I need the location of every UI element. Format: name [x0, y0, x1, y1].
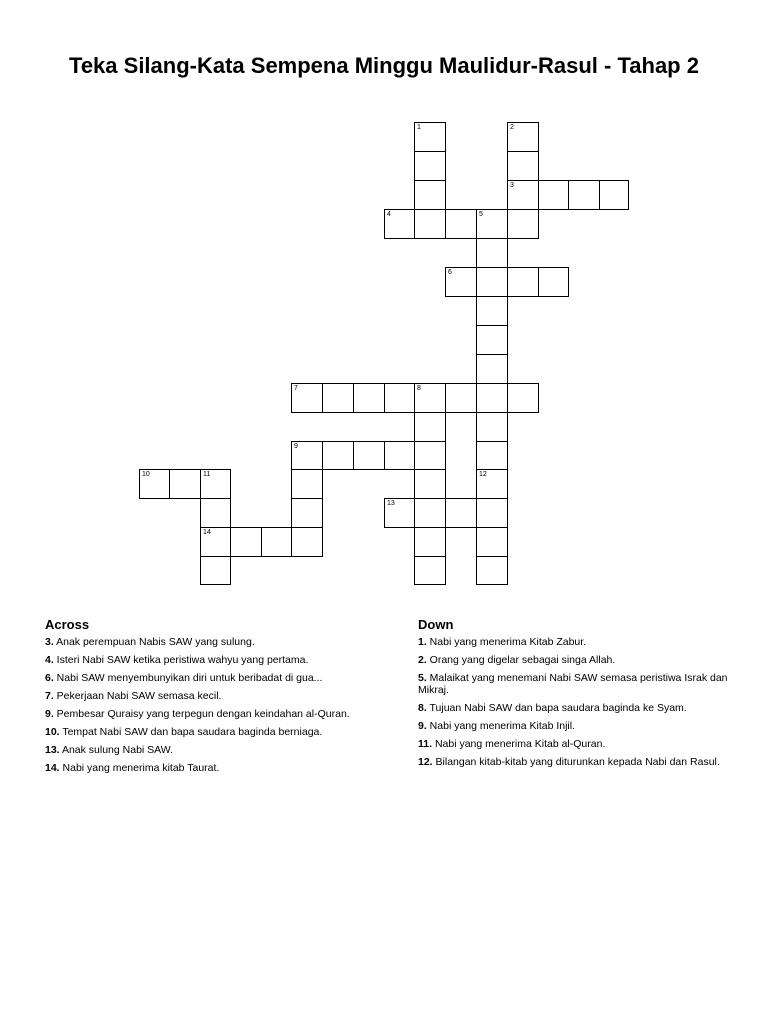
grid-cell[interactable]	[200, 498, 231, 528]
grid-cell[interactable]	[507, 180, 539, 210]
across-clues	[45, 617, 365, 780]
grid-cell[interactable]	[507, 209, 539, 239]
grid-cell[interactable]	[445, 383, 477, 413]
clue-text: Nabi SAW menyembunyikan diri untuk beribadat di gua...	[53, 672, 323, 684]
across-clue	[45, 762, 365, 774]
clue-number: 12.	[418, 756, 433, 768]
cell-number: 11	[203, 471, 211, 478]
cell-number: 1	[417, 124, 421, 131]
grid-cell[interactable]	[200, 527, 231, 557]
cell-number: 10	[142, 471, 150, 478]
grid-cell[interactable]	[445, 209, 477, 239]
clue-text: Anak perempuan Nabis SAW yang sulung.	[53, 636, 255, 648]
down-list	[418, 636, 733, 768]
grid-cell[interactable]	[169, 469, 201, 499]
grid-cell[interactable]	[414, 412, 446, 442]
clue-number: 5.	[418, 672, 427, 684]
grid-cell[interactable]	[291, 441, 323, 470]
grid-cell[interactable]	[476, 238, 508, 268]
grid-cell[interactable]	[507, 122, 539, 152]
clue-number: 14.	[45, 762, 60, 774]
grid-cell[interactable]	[476, 267, 508, 297]
across-clue	[45, 708, 365, 720]
grid-cell[interactable]	[200, 556, 231, 585]
grid-cell[interactable]	[414, 151, 446, 181]
across-heading: Across	[45, 617, 90, 632]
clue-text: Bilangan kitab-kitab yang diturunkan kepada Nabi dan Rasul.	[432, 756, 720, 768]
grid-cell[interactable]	[414, 122, 446, 152]
clue-number: 13.	[45, 744, 60, 756]
clue-number: 8.	[418, 702, 427, 714]
grid-cell[interactable]	[568, 180, 600, 210]
clue-text: Isteri Nabi SAW ketika peristiwa wahyu yang pertama.	[53, 654, 309, 666]
cell-number: 12	[479, 471, 487, 478]
grid-cell[interactable]	[507, 267, 539, 297]
cell-number: 2	[510, 124, 514, 131]
clue-text: Orang yang digelar sebagai singa Allah.	[426, 654, 616, 666]
clue-number: 3.	[45, 636, 54, 648]
page-title: Teka Silang-Kata Sempena Minggu Maulidur-Rasul - Tahap 2	[69, 53, 699, 78]
down-clue	[418, 672, 733, 696]
grid-cell[interactable]	[230, 527, 262, 557]
down-clue	[418, 702, 733, 714]
down-clue	[418, 636, 733, 648]
grid-cell[interactable]	[322, 383, 354, 413]
down-heading: Down	[418, 617, 454, 632]
grid-cell[interactable]	[476, 441, 508, 470]
grid-cell[interactable]	[353, 441, 385, 470]
grid-cell[interactable]	[414, 383, 446, 413]
clue-text: Malaikat yang menemani Nabi SAW semasa peristiwa Israk dan Mikraj.	[418, 672, 728, 696]
clue-number: 6.	[45, 672, 54, 684]
grid-cell[interactable]	[414, 441, 446, 470]
grid-cell[interactable]	[476, 556, 508, 585]
cell-number: 3	[510, 182, 514, 189]
cell-number: 6	[448, 269, 452, 276]
clue-text: Nabi yang menerima Kitab Injil.	[426, 720, 576, 732]
clue-text: Pekerjaan Nabi SAW semasa kecil.	[53, 690, 222, 702]
grid-cell[interactable]	[261, 527, 292, 557]
grid-cell[interactable]	[291, 498, 323, 528]
across-clue	[45, 726, 365, 738]
clue-text: Pembesar Quraisy yang terpegun dengan keindahan al-Quran.	[53, 708, 350, 720]
grid-cell[interactable]	[476, 354, 508, 384]
cell-number: 14	[203, 529, 211, 536]
cell-number: 7	[294, 385, 298, 392]
cell-number: 4	[387, 211, 391, 218]
grid-cell[interactable]	[414, 209, 446, 239]
grid-cell[interactable]	[476, 498, 508, 528]
clue-number: 9.	[418, 720, 427, 732]
down-clue	[418, 720, 733, 732]
clue-text: Nabi yang menerima kitab Taurat.	[59, 762, 220, 774]
cell-number: 8	[417, 385, 421, 392]
grid-cell[interactable]	[445, 498, 477, 528]
grid-cell[interactable]	[414, 556, 446, 585]
grid-cell[interactable]	[476, 325, 508, 355]
grid-cell[interactable]	[322, 441, 354, 470]
across-list	[45, 636, 365, 774]
grid-cell[interactable]	[599, 180, 629, 210]
across-clue	[45, 690, 365, 702]
grid-cell[interactable]	[291, 469, 323, 499]
grid-cell[interactable]	[476, 527, 508, 557]
down-clues	[418, 617, 733, 774]
grid-cell[interactable]	[414, 469, 446, 499]
clue-number: 2.	[418, 654, 427, 666]
across-clue	[45, 744, 365, 756]
cell-number: 13	[387, 500, 395, 507]
grid-cell[interactable]	[200, 469, 231, 499]
grid-cell[interactable]	[384, 441, 415, 470]
grid-cell[interactable]	[445, 267, 477, 297]
grid-cell[interactable]	[291, 383, 323, 413]
grid-cell[interactable]	[507, 383, 539, 413]
clue-text: Anak sulung Nabi SAW.	[59, 744, 174, 756]
clue-number: 4.	[45, 654, 54, 666]
clue-number: 1.	[418, 636, 427, 648]
grid-cell[interactable]	[414, 498, 446, 528]
clue-number: 11.	[418, 738, 433, 750]
grid-cell[interactable]	[476, 469, 508, 499]
down-clue	[418, 756, 733, 768]
grid-cell[interactable]	[476, 209, 508, 239]
grid-cell[interactable]	[538, 267, 569, 297]
across-clue	[45, 672, 365, 684]
grid-cell[interactable]	[414, 527, 446, 557]
across-clue	[45, 654, 365, 666]
grid-cell[interactable]	[384, 383, 415, 413]
grid-cell[interactable]	[476, 296, 508, 326]
across-clue	[45, 636, 365, 648]
grid-cell[interactable]	[353, 383, 385, 413]
cell-number: 9	[294, 443, 298, 450]
clue-text: Tujuan Nabi SAW dan bapa saudara baginda ke Syam.	[426, 702, 687, 714]
down-clue	[418, 654, 733, 666]
grid-cell[interactable]	[139, 469, 170, 499]
clue-number: 10.	[45, 726, 60, 738]
grid-cell[interactable]	[538, 180, 569, 210]
grid-cell[interactable]	[384, 209, 415, 239]
clue-number: 9.	[45, 708, 54, 720]
down-clue	[418, 738, 733, 750]
clue-text: Tempat Nabi SAW dan bapa saudara baginda berniaga.	[59, 726, 323, 738]
grid-cell[interactable]	[476, 383, 508, 413]
grid-cell[interactable]	[476, 412, 508, 442]
grid-cell[interactable]	[291, 527, 323, 557]
grid-cell[interactable]	[507, 151, 539, 181]
cell-number: 5	[479, 211, 483, 218]
grid-cell[interactable]	[414, 180, 446, 210]
clue-text: Nabi yang menerima Kitab al-Quran.	[432, 738, 606, 750]
grid-cell[interactable]	[384, 498, 415, 528]
clue-number: 7.	[45, 690, 54, 702]
clue-text: Nabi yang menerima Kitab Zabur.	[426, 636, 587, 648]
